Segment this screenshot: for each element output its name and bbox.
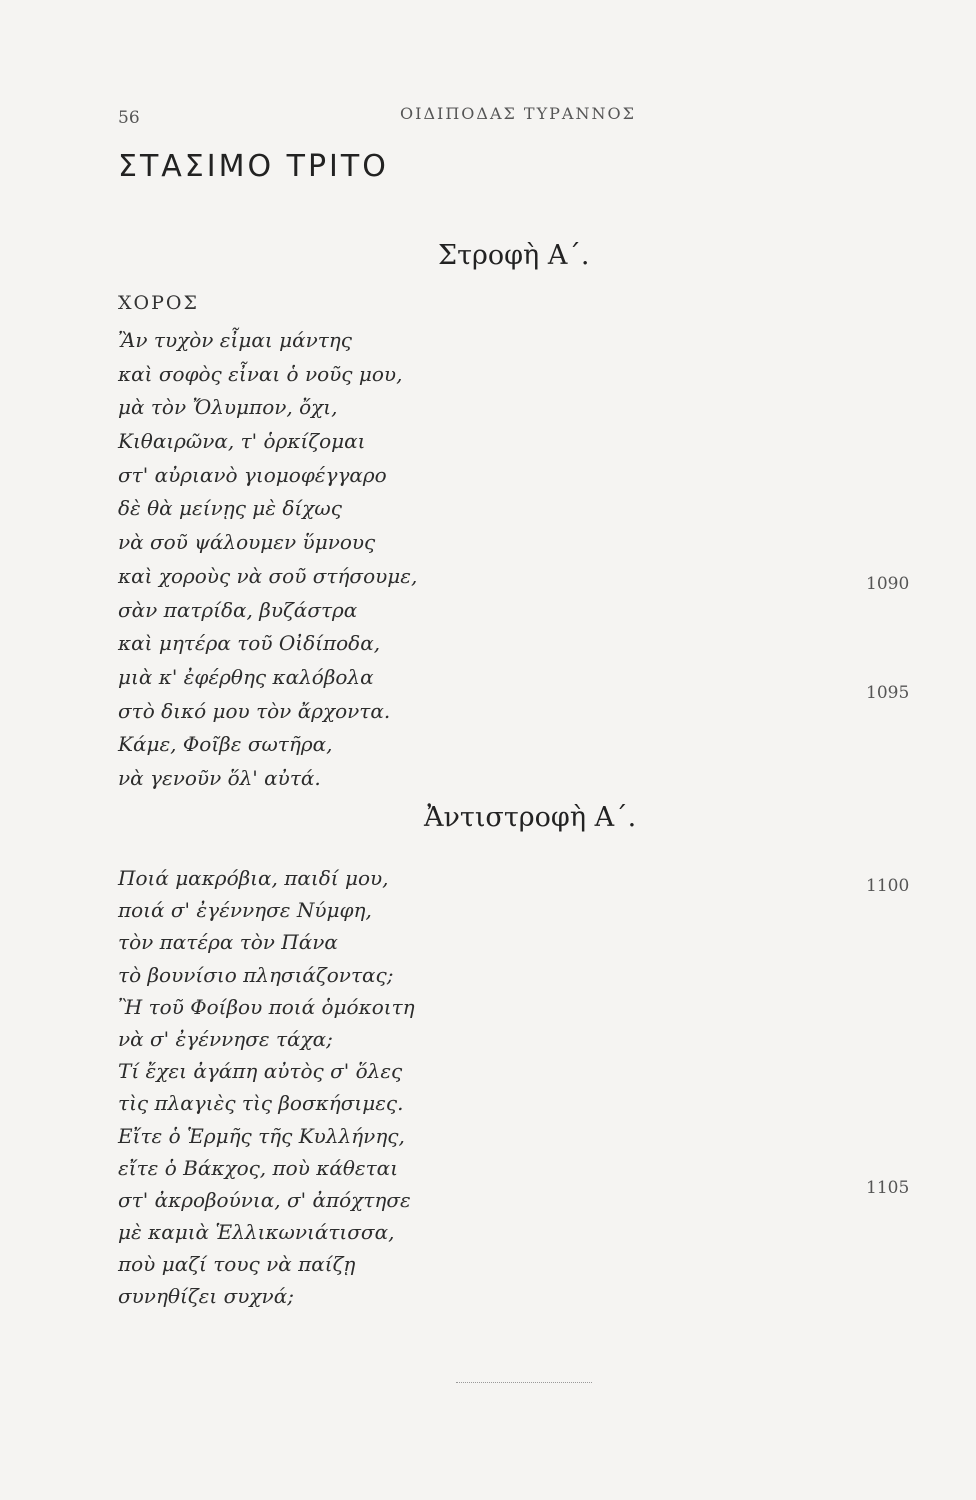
running-head: ΟΙΔΙΠΟΔΑΣ ΤΥΡΑΝΝΟΣ: [400, 104, 636, 123]
verse-line: εἴτε ὁ Βάκχος, ποὺ κάθεται: [118, 1155, 399, 1180]
strophe-verse: [118, 324, 417, 796]
verse-line: τὸ βουνίσιο πλησιάζοντας;: [118, 962, 394, 987]
verse-line: συνηθίζει συχνά;: [118, 1284, 294, 1309]
antistrophe-verse: [118, 862, 415, 1313]
section-title: ΣΤΑΣΙΜΟ ΤΡΙΤΟ: [118, 149, 389, 184]
verse-line: καὶ μητέρα τοῦ Οἰδίποδα,: [118, 631, 381, 656]
verse-line: Ποιά μακρόβια, παιδί μου,: [118, 866, 389, 890]
verse-line: μιὰ κ' ἐφέρθης καλόβολα: [118, 664, 374, 689]
verse-line: ποιά σ' ἐγέννησε Νύμφη,: [118, 898, 372, 923]
verse-line: τὸν πατέρα τὸν Πάνα: [118, 930, 338, 955]
verse-line: τὶς πλαγιὲς τὶς βοσκήσιμες.: [118, 1091, 404, 1116]
verse-line: νὰ σοῦ ψάλουμεν ὕμνους: [118, 530, 376, 555]
verse-line: καὶ χοροὺς νὰ σοῦ στήσουμε,: [118, 563, 418, 588]
verse-line: νὰ σ' ἐγέννησε τάχα;: [118, 1026, 333, 1051]
verse-line: Τί ἔχει ἀγάπη αὐτὸς σ' ὅλες: [118, 1059, 403, 1084]
verse-line: μὰ τὸν Ὄλυμπον, ὄχι,: [118, 395, 338, 420]
verse-line: μὲ καμιὰ Ἑλλικωνιάτισσα,: [118, 1220, 395, 1245]
line-number-1095: 1095: [866, 683, 910, 703]
line-number-1100: 1100: [866, 876, 910, 896]
page-number: 56: [118, 108, 140, 128]
verse-line: στὸ δικό μου τὸν ἄρχοντα.: [118, 698, 391, 723]
antistrophe-heading: Ἀντιστροφὴ Α΄.: [424, 802, 637, 833]
verse-line: Ἢ τοῦ Φοίβου ποιά ὁμόκοιτη: [118, 994, 415, 1019]
verse-line: ποὺ μαζί τους νὰ παίζῃ: [118, 1252, 356, 1277]
verse-line: δὲ θὰ μείνῃς μὲ δίχως: [118, 496, 342, 521]
end-ornament: [456, 1382, 592, 1383]
verse-line: Κάμε, Φοῖβε σωτῆρα,: [118, 732, 333, 757]
strophe-heading: Στροφὴ Α΄.: [438, 240, 590, 271]
verse-line: καὶ σοφὸς εἶναι ὁ νοῦς μου,: [118, 361, 403, 386]
verse-line: νὰ γενοῦν ὅλ' αὐτά.: [118, 765, 321, 790]
verse-line: σὰν πατρίδα, βυζάστρα: [118, 597, 358, 622]
speaker-label: ΧΟΡΟΣ: [118, 292, 199, 314]
line-number-1090: 1090: [866, 574, 910, 594]
verse-line: στ' αὐριανὸ γιομοφέγγαρο: [118, 462, 387, 487]
verse-line: στ' ἀκροβούνια, σ' ἀπόχτησε: [118, 1187, 411, 1212]
verse-line: Κιθαιρῶνα, τ' ὁρκίζομαι: [118, 429, 366, 454]
verse-line: Ἂν τυχὸν εἶμαι μάντης: [118, 328, 352, 352]
line-number-1105: 1105: [866, 1178, 910, 1198]
verse-line: Εἴτε ὁ Ἑρμῆς τῆς Κυλλήνης,: [118, 1123, 405, 1148]
